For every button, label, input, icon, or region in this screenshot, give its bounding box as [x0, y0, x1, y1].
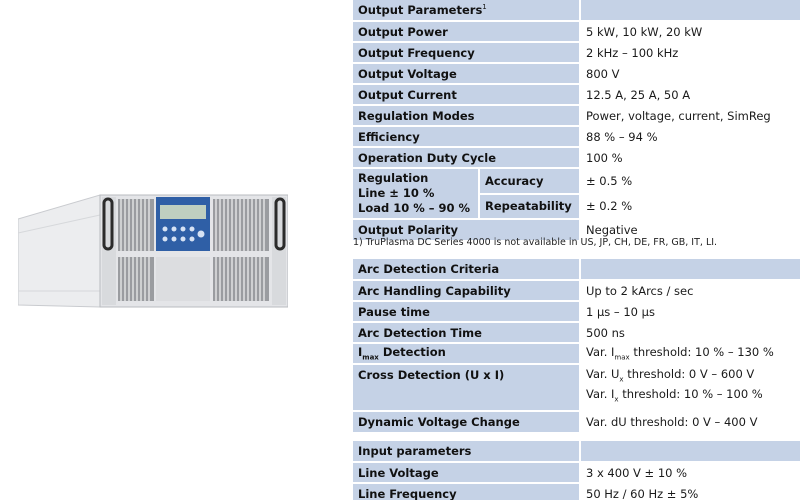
- input-parameters-section: [353, 441, 800, 500]
- table-row: [353, 84, 800, 105]
- table-row: [353, 343, 800, 364]
- input-parameters-header: Input parameters: [353, 441, 580, 462]
- power-supply-illustration: [18, 193, 288, 308]
- spec-label: Efficiency: [353, 126, 580, 147]
- table-row: [353, 483, 800, 500]
- spec-value: 1 µs – 10 µs: [580, 301, 800, 322]
- table-row: [353, 301, 800, 322]
- spec-label: Output Frequency: [353, 42, 580, 63]
- arc-detection-header: Arc Detection Criteria: [353, 259, 580, 280]
- accuracy-value: ± 0.5 %: [580, 168, 800, 194]
- spec-value: 5 kW, 10 kW, 20 kW: [580, 21, 800, 42]
- spec-label: Output Current: [353, 84, 580, 105]
- accuracy-label: Accuracy: [479, 168, 580, 194]
- table-row: [353, 147, 800, 168]
- table-row: [353, 21, 800, 42]
- spec-value: Var. dU threshold: 0 V – 400 V: [580, 411, 800, 432]
- spec-label: Line Frequency: [353, 483, 580, 500]
- table-row: [353, 364, 800, 411]
- product-image: [18, 193, 288, 308]
- spec-value: 2 kHz – 100 kHz: [580, 42, 800, 63]
- imax-detection-label: $I_{max}$ Detection: [353, 343, 580, 364]
- spec-label: Dynamic Voltage Change: [353, 411, 580, 432]
- cross-detection-label: Cross Detection (U x I): [353, 364, 580, 411]
- imax-detection-value: Var. $I_{max}$ threshold: 10 % – 130 %: [580, 343, 800, 364]
- output-parameters-section: [353, 0, 800, 240]
- cross-detection-value: Var. $U_x$ threshold: 0 V – 600 V Var. $I_x$ threshold: 10 % – 100 %: [580, 364, 800, 411]
- input-parameters-header-row: [353, 441, 800, 462]
- table-row: [353, 280, 800, 301]
- table-row: [353, 42, 800, 63]
- spec-label: Regulation Modes: [353, 105, 580, 126]
- spec-value: Up to 2 kArcs / sec: [580, 280, 800, 301]
- spec-value: 12.5 A, 25 A, 50 A: [580, 84, 800, 105]
- table-row: [353, 411, 800, 432]
- spec-value: 88 % – 94 %: [580, 126, 800, 147]
- spec-label: Output Voltage: [353, 63, 580, 84]
- regulation-label: Regulation Line ± 10 % Load 10 % – 90 %: [353, 168, 479, 219]
- spec-label: Arc Handling Capability: [353, 280, 580, 301]
- arc-detection-section: [353, 259, 800, 432]
- repeatability-value: ± 0.2 %: [580, 194, 800, 220]
- repeatability-label: Repeatability: [479, 194, 580, 220]
- spec-value: Power, voltage, current, SimReg: [580, 105, 800, 126]
- footnote: 1) TruPlasma DC Series 4000 is not available in US, JP, CH, DE, FR, GB, IT, LI.: [353, 237, 718, 248]
- output-parameters-header-row: [353, 0, 800, 21]
- arc-detection-header-row: [353, 259, 800, 280]
- spec-value: 500 ns: [580, 322, 800, 343]
- spec-label: Operation Duty Cycle: [353, 147, 580, 168]
- input-parameters-table: [353, 441, 800, 500]
- spec-value: 3 x 400 V ± 10 %: [580, 462, 800, 483]
- table-row: [353, 322, 800, 343]
- output-parameters-table: [353, 0, 800, 240]
- table-row: [353, 126, 800, 147]
- arc-detection-table: [353, 259, 800, 432]
- spec-value: Negative: [580, 219, 800, 240]
- spec-label: Output Power: [353, 21, 580, 42]
- spec-label: Output Polarity: [353, 219, 580, 240]
- spec-label: Pause time: [353, 301, 580, 322]
- table-row: [353, 462, 800, 483]
- output-parameters-header: Output Parameters$^1$: [353, 0, 580, 21]
- spec-label: Line Voltage: [353, 462, 580, 483]
- spec-value: 100 %: [580, 147, 800, 168]
- table-row: [353, 63, 800, 84]
- table-row: [353, 105, 800, 126]
- spec-label: Arc Detection Time: [353, 322, 580, 343]
- regulation-row: [353, 168, 800, 194]
- spec-value: 50 Hz / 60 Hz ± 5%: [580, 483, 800, 500]
- spec-value: 800 V: [580, 63, 800, 84]
